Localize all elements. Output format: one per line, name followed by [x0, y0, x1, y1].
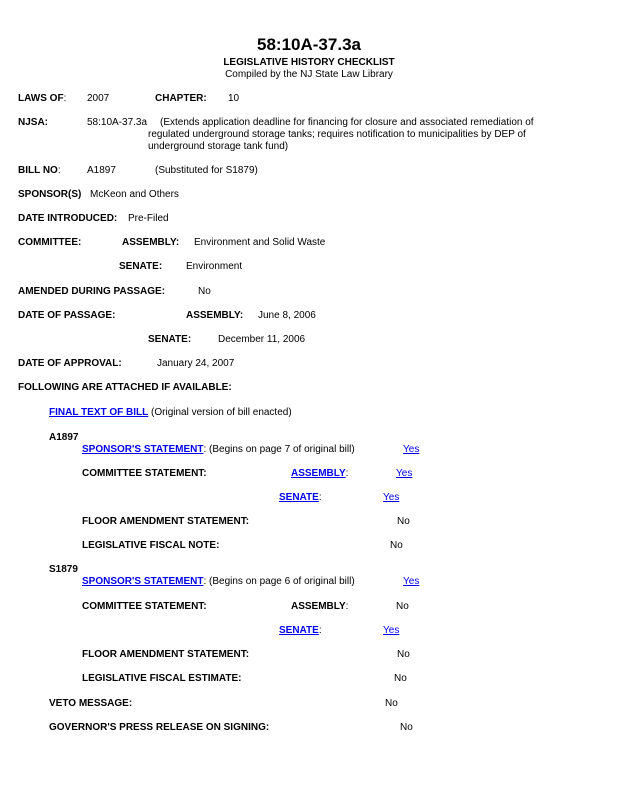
amended-value: No	[198, 286, 211, 297]
committee-senate-value: Environment	[186, 261, 243, 272]
njsa-value: 58:10A-37.3a	[87, 117, 148, 128]
s1879-senate-yes-link[interactable]: Yes	[383, 625, 400, 636]
sponsor-value: McKeon and Others	[90, 189, 179, 200]
bill-no-label: BILL NO:	[18, 165, 61, 176]
a1897-committee-senate: SENATE:	[279, 492, 322, 503]
s1879-sponsor-statement-link[interactable]: SPONSOR'S STATEMENT	[82, 576, 204, 587]
approval-label: DATE OF APPROVAL:	[18, 358, 122, 369]
passage-label: DATE OF PASSAGE:	[18, 310, 116, 321]
chapter-value: 10	[228, 93, 240, 104]
s1879-sponsor-yes-link[interactable]: Yes	[403, 576, 420, 587]
laws-of-value: 2007	[87, 93, 110, 104]
njsa-description-line3: underground storage tank fund)	[148, 141, 289, 152]
a1897-sponsor-statement-link[interactable]: SPONSOR'S STATEMENT	[82, 444, 204, 455]
a1897-senate-link[interactable]: SENATE	[279, 492, 319, 503]
passage-assembly-value: June 8, 2006	[258, 310, 316, 321]
final-text-link[interactable]: FINAL TEXT OF BILL	[49, 407, 149, 418]
committee-assembly-value: Environment and Solid Waste	[194, 237, 326, 248]
veto-label: VETO MESSAGE:	[49, 698, 133, 709]
s1879-senate-link[interactable]: SENATE	[279, 625, 319, 636]
passage-senate-label: SENATE:	[148, 334, 192, 345]
press-release-value: No	[400, 722, 413, 733]
njsa-label: NJSA:	[18, 117, 49, 128]
s1879-label: S1879	[49, 564, 78, 575]
date-introduced-label: DATE INTRODUCED:	[18, 213, 118, 224]
attached-heading: FOLLOWING ARE ATTACHED IF AVAILABLE:	[18, 382, 232, 393]
compiled-by: Compiled by the NJ State Law Library	[225, 69, 393, 80]
sponsor-label: SPONSOR(S)	[18, 189, 82, 200]
a1897-sponsor-note: : (Begins on page 7 of original bill)	[203, 444, 355, 455]
bill-no-value: A1897	[87, 165, 116, 176]
a1897-sponsor-yes-link[interactable]: Yes	[403, 444, 420, 455]
date-introduced-value: Pre-Filed	[128, 213, 169, 224]
s1879-sponsor-note: : (Begins on page 6 of original bill)	[203, 576, 355, 587]
final-text-note: (Original version of bill enacted)	[151, 407, 292, 418]
s1879-sponsor-row	[82, 576, 355, 588]
njsa-description-line2: regulated underground storage tanks; requires notification to municipalities by DEP of	[148, 129, 526, 140]
passage-senate-value: December 11, 2006	[218, 334, 306, 345]
a1897-assembly-yes-link[interactable]: Yes	[396, 468, 413, 479]
a1897-committee-assembly: ASSEMBLY:	[291, 468, 349, 479]
approval-value: January 24, 2007	[157, 358, 235, 369]
s1879-committee-senate: SENATE:	[279, 625, 322, 636]
chapter-label: CHAPTER:	[155, 93, 207, 104]
s1879-floor-label: FLOOR AMENDMENT STATEMENT:	[82, 649, 250, 660]
press-release-label: GOVERNOR'S PRESS RELEASE ON SIGNING:	[49, 722, 270, 733]
s1879-committee-assembly: ASSEMBLY:	[291, 601, 349, 612]
s1879-floor-value: No	[397, 649, 410, 660]
bill-substituted-note: (Substituted for S1879)	[155, 165, 258, 176]
committee-label: COMMITTEE:	[18, 237, 82, 248]
a1897-fiscal-value: No	[390, 540, 403, 551]
njsa-description-line1: (Extends application deadline for financing for closure and associated remediation of	[160, 117, 534, 128]
a1897-sponsor-row	[82, 444, 355, 456]
passage-assembly-label: ASSEMBLY:	[186, 310, 244, 321]
page-title: 58:10A-37.3a	[257, 35, 361, 54]
a1897-floor-label: FLOOR AMENDMENT STATEMENT:	[82, 516, 250, 527]
a1897-floor-value: No	[397, 516, 410, 527]
veto-value: No	[385, 698, 398, 709]
s1879-committee-label: COMMITTEE STATEMENT:	[82, 601, 207, 612]
amended-label: AMENDED DURING PASSAGE:	[18, 286, 166, 297]
laws-of-label: LAWS OF:	[18, 93, 67, 104]
a1897-fiscal-label: LEGISLATIVE FISCAL NOTE:	[82, 540, 220, 551]
a1897-assembly-link[interactable]: ASSEMBLY	[291, 468, 346, 479]
a1897-committee-label: COMMITTEE STATEMENT:	[82, 468, 207, 479]
page-subtitle: LEGISLATIVE HISTORY CHECKLIST	[223, 57, 395, 68]
s1879-fiscal-value: No	[394, 673, 407, 684]
s1879-fiscal-label: LEGISLATIVE FISCAL ESTIMATE:	[82, 673, 242, 684]
committee-senate-label: SENATE:	[119, 261, 163, 272]
committee-assembly-label: ASSEMBLY:	[122, 237, 180, 248]
final-text-row	[49, 407, 292, 419]
s1879-assembly-value: No	[396, 601, 409, 612]
a1897-senate-yes-link[interactable]: Yes	[383, 492, 400, 503]
a1897-label: A1897	[49, 432, 79, 443]
